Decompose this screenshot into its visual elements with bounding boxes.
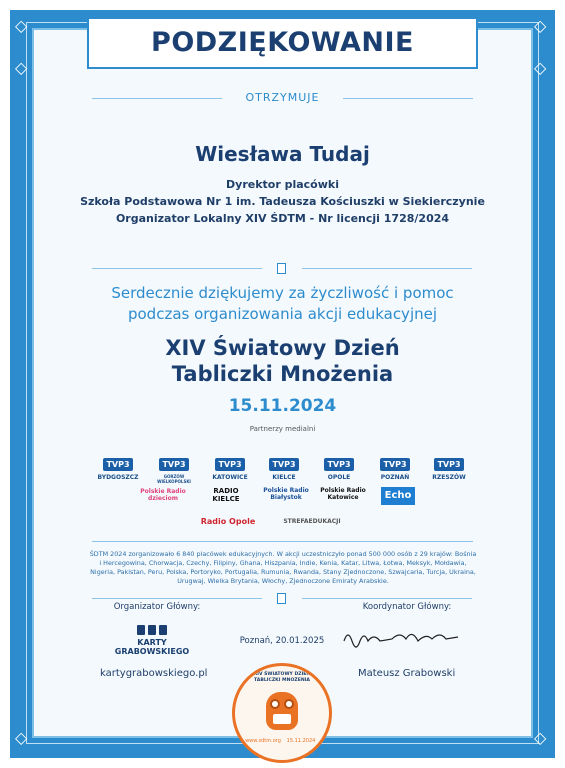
partners-label: Partnerzy medialni: [249, 425, 316, 433]
tvp-city: POZNAŃ: [380, 474, 410, 481]
event-date: 15.11.2024: [228, 396, 337, 416]
tvp-logo: [153, 452, 195, 484]
coordinator-name: Mateusz Grabowski: [358, 668, 456, 679]
corner-ornament-icon: ◇: [534, 728, 547, 747]
tvp-logo-mark: TVP3: [380, 458, 409, 471]
tvp-city: OPOLE: [327, 474, 351, 481]
tvp-logo-mark: TVP3: [324, 458, 353, 471]
document-icon: [277, 263, 286, 274]
role-line: Organizator Lokalny XIV ŚDTM - Nr licencji 1728/2024: [115, 212, 450, 225]
tvp-city: KATOWICE: [212, 474, 248, 481]
divider: [92, 268, 262, 269]
strefa-edukacji-logo: STREFAEDUKACJI: [283, 518, 341, 525]
tvp-logo: [263, 452, 305, 481]
divider: [92, 541, 473, 542]
organizer-label: Organizator Główny:: [113, 602, 201, 612]
badge-date: 15.11.2024: [286, 738, 316, 744]
corner-ornament-icon: ◇: [15, 16, 28, 35]
radio-opole-logo: Radio Opole: [200, 517, 256, 526]
tvp-logo-mark: TVP3: [434, 458, 463, 471]
cards-icon: [137, 625, 167, 635]
document-icon: [277, 593, 286, 604]
tvp-city: GORZÓW WIELKOPOLSKI: [157, 474, 191, 484]
tvp-city: RZESZÓW: [432, 474, 466, 481]
recipient-name: Wiesława Tudaj: [195, 142, 370, 166]
tvp-logo: [374, 452, 416, 481]
thanks-line: Serdecznie dziękujemy za życzliwość i pomoc: [111, 284, 454, 302]
role-line: Dyrektor placówki: [226, 178, 339, 191]
tvp-logo: [97, 452, 139, 481]
corner-ornament-icon: ◇: [534, 16, 547, 35]
receives-label: OTRZYMUJE: [245, 91, 320, 104]
tvp-logo: [318, 452, 360, 481]
place-date: Poznań, 20.01.2025: [239, 636, 325, 646]
badge-text: XIV ŚWIATOWY DZIEŃ TABLICZKI MNOŻENIA: [253, 672, 311, 683]
corner-ornament-icon: ◇: [15, 728, 28, 747]
organizer-website-link[interactable]: kartygrabowskiego.pl: [100, 668, 208, 679]
radio-echo-logo: Echo: [381, 487, 415, 505]
radio-bialystok-logo: Polskie Radio Białystok: [263, 487, 309, 501]
title-banner: [87, 17, 478, 69]
tvp-logo-mark: TVP3: [269, 458, 298, 471]
coordinator-label: Koordynator Główny:: [362, 602, 452, 612]
divider: [92, 598, 262, 599]
event-title: Tabliczki Mnożenia: [171, 362, 394, 386]
tvp-logo: [209, 452, 251, 481]
corner-ornament-icon: ◇: [15, 58, 28, 77]
divider: [302, 268, 472, 269]
corner-ornament-icon: ◇: [534, 58, 547, 77]
coordinator-signature: [340, 627, 465, 649]
badge-url: www.sdtm.org: [245, 738, 281, 744]
fine-print: ŚDTM 2024 zorganizowało 6 840 placówek edukacyjnych. W akcji uczestniczyło ponad 500 000 osób z 29 krajów: Bośnia i Hercegowina, Chorwacja, Czechy, Filipiny, Ghana, Hiszpania, Indie, Kenia, Katar, Litwa, Łotwa, Meksyk, Mołdawia, Nigeria, Pakistan, Peru, Polska, Portoryko, Portugalia, Rumunia, Rwanda, Stany Zjednoczone, Szwajcaria, Turcja, Ukraina, Urugwaj, Wielka Brytania, Włochy, Zjednoczone Emiraty Arabskie.: [89, 550, 477, 585]
thanks-line: podczas organizowania akcji edukacyjnej: [127, 305, 438, 323]
owl-mascot-icon: [266, 692, 298, 730]
tvp-city: KIELCE: [272, 474, 296, 481]
tvp-city: BYDGOSZCZ: [97, 474, 139, 481]
event-badge: [232, 663, 332, 763]
organizer-logo: KARTY GRABOWSKIEGO: [114, 638, 190, 656]
tvp-logo: [428, 452, 470, 481]
divider: [302, 598, 472, 599]
role-line: Szkoła Podstawowa Nr 1 im. Tadeusza Kościuszki w Siekierczynie: [80, 195, 485, 208]
tvp-logo-mark: TVP3: [103, 458, 132, 471]
radio-katowice-logo: Polskie Radio Katowice: [320, 487, 366, 501]
tvp-logo-mark: TVP3: [215, 458, 244, 471]
event-title: XIV Światowy Dzień: [165, 336, 400, 360]
tvp-logo-mark: TVP3: [159, 458, 188, 471]
certificate-title: PODZIĘKOWANIE: [151, 27, 414, 58]
radio-kielce-logo: RADIO KIELCE: [212, 487, 240, 503]
polskie-radio-dzieciom-logo: Polskie Radio dzieciom: [140, 488, 186, 502]
signature-drawing: [340, 627, 465, 649]
